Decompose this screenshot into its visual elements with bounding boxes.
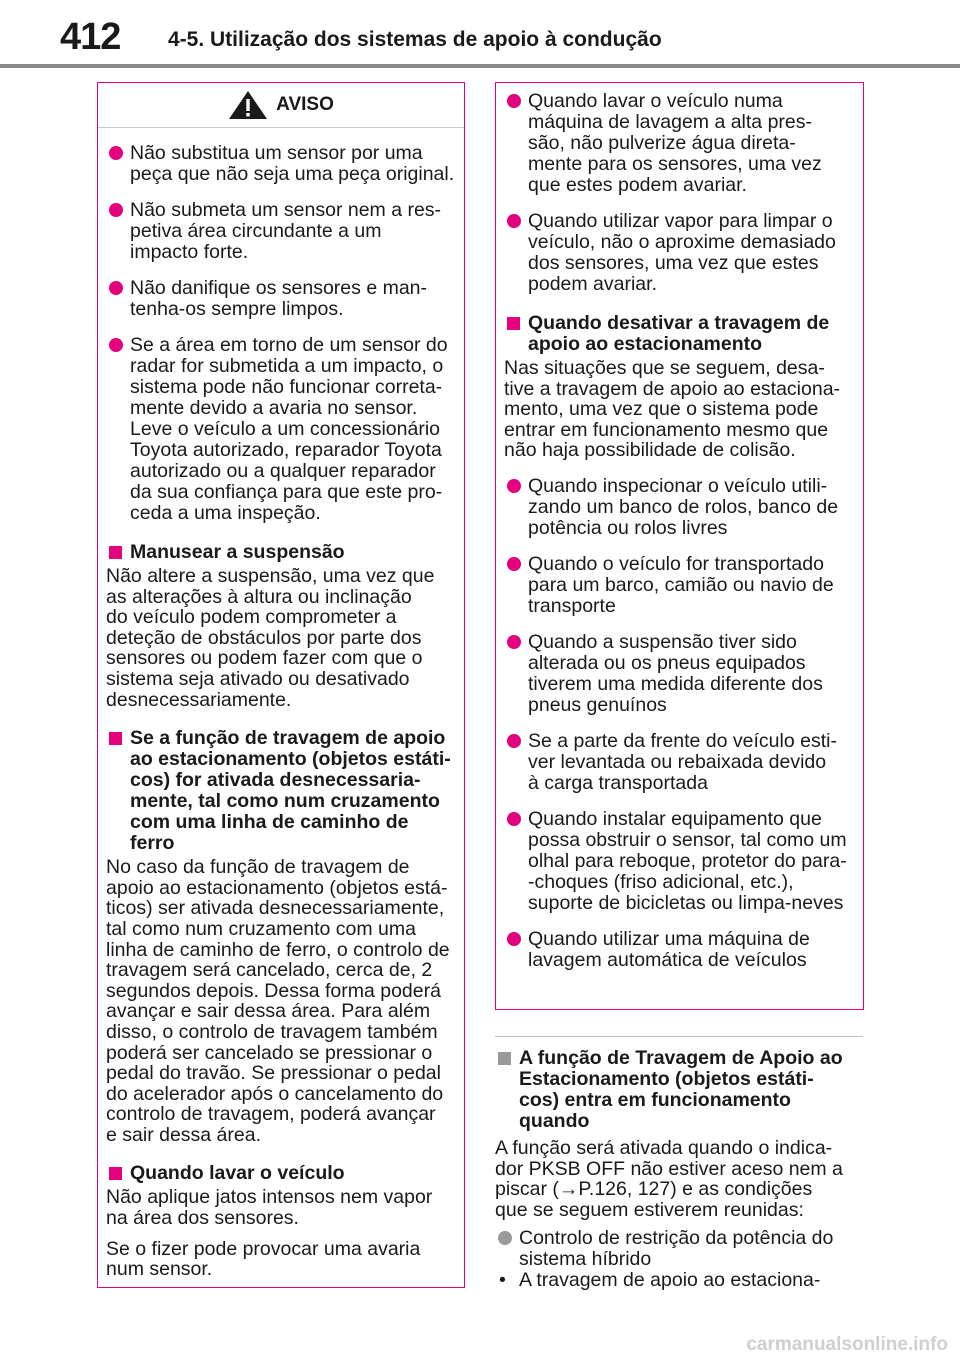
text-line: e sair dessa área. (106, 1123, 262, 1146)
text-line: apoio ao estacionamento (objetos está- (106, 876, 448, 899)
text-line: sistema híbrido (519, 1248, 652, 1271)
washing-text-1 (106, 1187, 456, 1228)
text-line: possa obstruir o sensor, tal como um (528, 828, 847, 851)
small-bullet-icon: • (499, 1269, 506, 1292)
bullet-item (106, 143, 456, 185)
square-bullet-icon (109, 1167, 122, 1180)
bullet-dot-icon (507, 734, 521, 748)
text-line: com uma linha de caminho de ferro (130, 811, 409, 855)
text-line: Controlo de restrição da potência do (519, 1227, 834, 1250)
text-line: Quando utilizar uma máquina de (528, 927, 810, 950)
deactivate-text (504, 358, 855, 461)
bullet-item (504, 211, 855, 295)
text-line: Se a função de travagem de apoio (130, 727, 446, 750)
bullet-dot-icon (109, 203, 123, 217)
text-line: sensores ou podem fazer com que o (106, 647, 423, 670)
text-line: tal como num cruzamento com uma (106, 917, 416, 940)
bullet-item (504, 476, 855, 539)
warning-header (98, 83, 464, 128)
text-line: Nas situações que se seguem, desa- (504, 357, 825, 379)
text-line: Quando desativar a travagem de (528, 312, 830, 334)
text-line: pedal do travão. Se pressionar o pedal (106, 1062, 441, 1085)
text-line: Quando utilizar vapor para limpar o (528, 210, 833, 232)
text-line: ticos) ser ativada desnecessariamente, (106, 897, 445, 920)
text-line: mento, uma vez que o sistema pode (504, 398, 819, 421)
text-line: Quando instalar equipamento que (528, 807, 822, 830)
bullet-item (504, 731, 855, 794)
washing-text-2 (106, 1239, 456, 1280)
square-bullet-icon (507, 317, 520, 330)
text-line: lavagem automática de veículos (528, 948, 807, 971)
text-line: -choques (friso adicional, etc.), (528, 870, 794, 893)
text-line: sistema seja ativado ou desativado (106, 667, 410, 690)
text-line: Estacionamento (objetos estáti- (519, 1068, 814, 1090)
text-line: à carga transportada (528, 771, 708, 794)
text-line: poderá ser cancelado se pressionar o (106, 1041, 433, 1064)
text-line: mente devido a avaria no sensor. (130, 397, 418, 419)
bullet-dot-icon (109, 281, 123, 295)
text-line: transporte (528, 594, 616, 617)
dash-item (495, 1270, 863, 1291)
text-line: Se a parte da frente do veículo esti- (528, 729, 837, 752)
bullet-dot-icon (507, 557, 521, 571)
text-line: petiva área circundante a um (130, 220, 382, 242)
deactivate-heading (504, 313, 855, 355)
text-line: apoio ao estacionamento (528, 333, 763, 355)
text-line: da sua confiança para que este pro- (130, 481, 443, 503)
text-line: radar for submetida a um impacto, o (130, 355, 444, 377)
text-line: autorizado ou a qualquer reparador (130, 460, 436, 482)
suspension-heading (106, 542, 456, 563)
text-line: Não altere a suspensão, uma vez que (106, 565, 435, 587)
right-bullets-top (504, 91, 855, 295)
text-line: do veículo podem comprometer a (106, 606, 397, 629)
unneeded-activation-heading (106, 728, 456, 854)
bullet-dot-icon (507, 214, 521, 228)
text-line: A função será ativada quando o indica- (495, 1137, 833, 1159)
bullet-item (504, 809, 855, 914)
activation-heading (495, 1048, 863, 1132)
section-title: 4-5. Utilização dos sistemas de apoio à condução (168, 28, 662, 51)
bullet-item (504, 929, 855, 971)
text-line: Leve o veículo a um concessionário (130, 418, 441, 440)
bullet-item (106, 335, 456, 524)
watermark: carmanualsonline.info (746, 1334, 948, 1355)
warning-box-right (495, 82, 864, 1010)
text-line: entrar em funcionamento mesmo que (504, 418, 829, 441)
text-line: Não submeta um sensor nem a res- (130, 199, 442, 221)
text-line: ver levantada ou rebaixada devido (528, 750, 827, 773)
text-line: Não substitua um sensor por uma (130, 142, 423, 164)
text-line: avançar e sair dessa área. Para além (106, 1000, 431, 1023)
activation-conditions (495, 1032, 863, 1291)
text-line: Quando inspecionar o veículo utili- (528, 474, 828, 497)
text-line: A função de Travagem de Apoio ao (519, 1047, 843, 1069)
text-line: suporte de bicicletas ou limpa-neves (528, 891, 844, 914)
text-line: desnecessariamente. (106, 688, 292, 711)
text-line: cos) for ativada desnecessaria- (130, 769, 421, 792)
text-line: Não aplique jatos intensos nem vapor (106, 1186, 433, 1209)
text-line: Quando lavar o veículo (130, 1162, 345, 1185)
bullet-item (504, 91, 855, 196)
text-line: tive a travagem de apoio ao estaciona- (504, 377, 841, 400)
text-line: dos sensores, uma vez que estes (528, 252, 819, 274)
text-line: que estes podem avariar. (528, 174, 747, 196)
text-line: para um barco, camião ou navio de (528, 573, 834, 596)
text-line: do acelerador após o cancelamento do (106, 1082, 444, 1105)
text-line: disso, o controlo de travagem também (106, 1020, 438, 1043)
bullet-item (106, 278, 456, 320)
text-line: Não danifique os sensores e man- (130, 277, 428, 299)
activation-text (495, 1138, 863, 1220)
text-line: olhal para reboque, protetor do para- (528, 849, 847, 872)
bullet-item (504, 632, 855, 716)
bullet-dot-icon (507, 932, 521, 946)
grey-dot-icon (498, 1231, 512, 1245)
text-line: tiverem uma medida diferente dos (528, 672, 823, 695)
bullet-item (504, 554, 855, 617)
bullet-dot-icon (109, 146, 123, 160)
text-line: alterada ou os pneus equipados (528, 651, 806, 674)
text-line: mente, tal como num cruzamento (130, 790, 440, 813)
text-line: peça que não seja uma peça original. (130, 163, 455, 185)
text-line: tenha-os sempre limpos. (130, 298, 344, 320)
text-line: podem avariar. (528, 273, 657, 295)
text-line: não haja possibilidade de colisão. (504, 439, 796, 462)
text-line: travagem será cancelado, cerca de, 2 (106, 959, 433, 982)
text-line: No caso da função de travagem de (106, 856, 410, 879)
text-line: cos) entra em funcionamento (519, 1089, 791, 1111)
warning-triangle-icon (228, 90, 268, 120)
text-line: que se seguem estiverem reunidas: (495, 1198, 804, 1221)
text-line: pneus genuínos (528, 693, 667, 716)
text-line: na área dos sensores. (106, 1207, 299, 1230)
square-bullet-icon (109, 546, 122, 559)
bullet-item (106, 200, 456, 263)
text-line: Quando a suspensão tiver sido (528, 630, 797, 653)
text-line: quando (519, 1110, 590, 1132)
text-line: A travagem de apoio ao estaciona- (519, 1269, 821, 1292)
bullet-dot-icon (507, 635, 521, 649)
left-bullets (106, 143, 456, 524)
text-line: impacto forte. (130, 241, 249, 263)
right-bullets-bottom (504, 476, 855, 971)
grey-bullet-item (495, 1228, 863, 1270)
text-line: as alterações à altura ou inclinação (106, 585, 412, 608)
text-line: Quando lavar o veículo numa (528, 90, 783, 112)
warning-title: AVISO (276, 94, 334, 115)
text-line: ao estacionamento (objetos estáti- (130, 748, 451, 771)
bullet-dot-icon (109, 338, 123, 352)
text-line: mente para os sensores, uma vez (528, 153, 822, 175)
text-line: linha de caminho de ferro, o controlo de (106, 938, 450, 961)
header-rule (0, 64, 960, 68)
square-bullet-icon (109, 732, 122, 745)
text-line: controlo de travagem, poderá avançar (106, 1103, 436, 1126)
text-line: Quando o veículo for transportado (528, 552, 824, 575)
bullet-dot-icon (507, 812, 521, 826)
text-line: segundos depois. Dessa forma poderá (106, 979, 441, 1002)
text-line: deteção de obstáculos por parte dos (106, 626, 422, 649)
text-line: veículo, não o aproxime demasiado (528, 231, 836, 253)
text-line: dor PKSB OFF não estiver aceso nem a (495, 1157, 843, 1180)
text-line: Se a área em torno de um sensor do (130, 334, 448, 356)
text-line: num sensor. (106, 1258, 213, 1281)
text-line: piscar (→P.126, 127) e as condições (495, 1178, 813, 1201)
bullet-dot-icon (507, 94, 521, 108)
suspension-text (106, 566, 456, 710)
page-header (0, 0, 960, 70)
text-line: sistema pode não funcionar correta- (130, 376, 443, 398)
bullet-dot-icon (507, 479, 521, 493)
text-line: potência ou rolos livres (528, 516, 728, 539)
unneeded-activation-text (106, 857, 456, 1145)
text-line: máquina de lavagem a alta pres- (528, 111, 812, 133)
warning-box-left (97, 82, 465, 1288)
text-line: são, não pulverize água direta- (528, 132, 796, 154)
washing-heading (106, 1163, 456, 1184)
text-line: zando um banco de rolos, banco de (528, 495, 839, 518)
text-line: ceda a uma inspeção. (130, 502, 321, 524)
text-line: Se o fizer pode provocar uma avaria (106, 1237, 421, 1260)
text-line: Toyota autorizado, reparador Toyota (130, 439, 442, 461)
text-line: Manusear a suspensão (130, 541, 345, 563)
page-number: 412 (60, 16, 121, 58)
square-bullet-icon (498, 1052, 511, 1065)
